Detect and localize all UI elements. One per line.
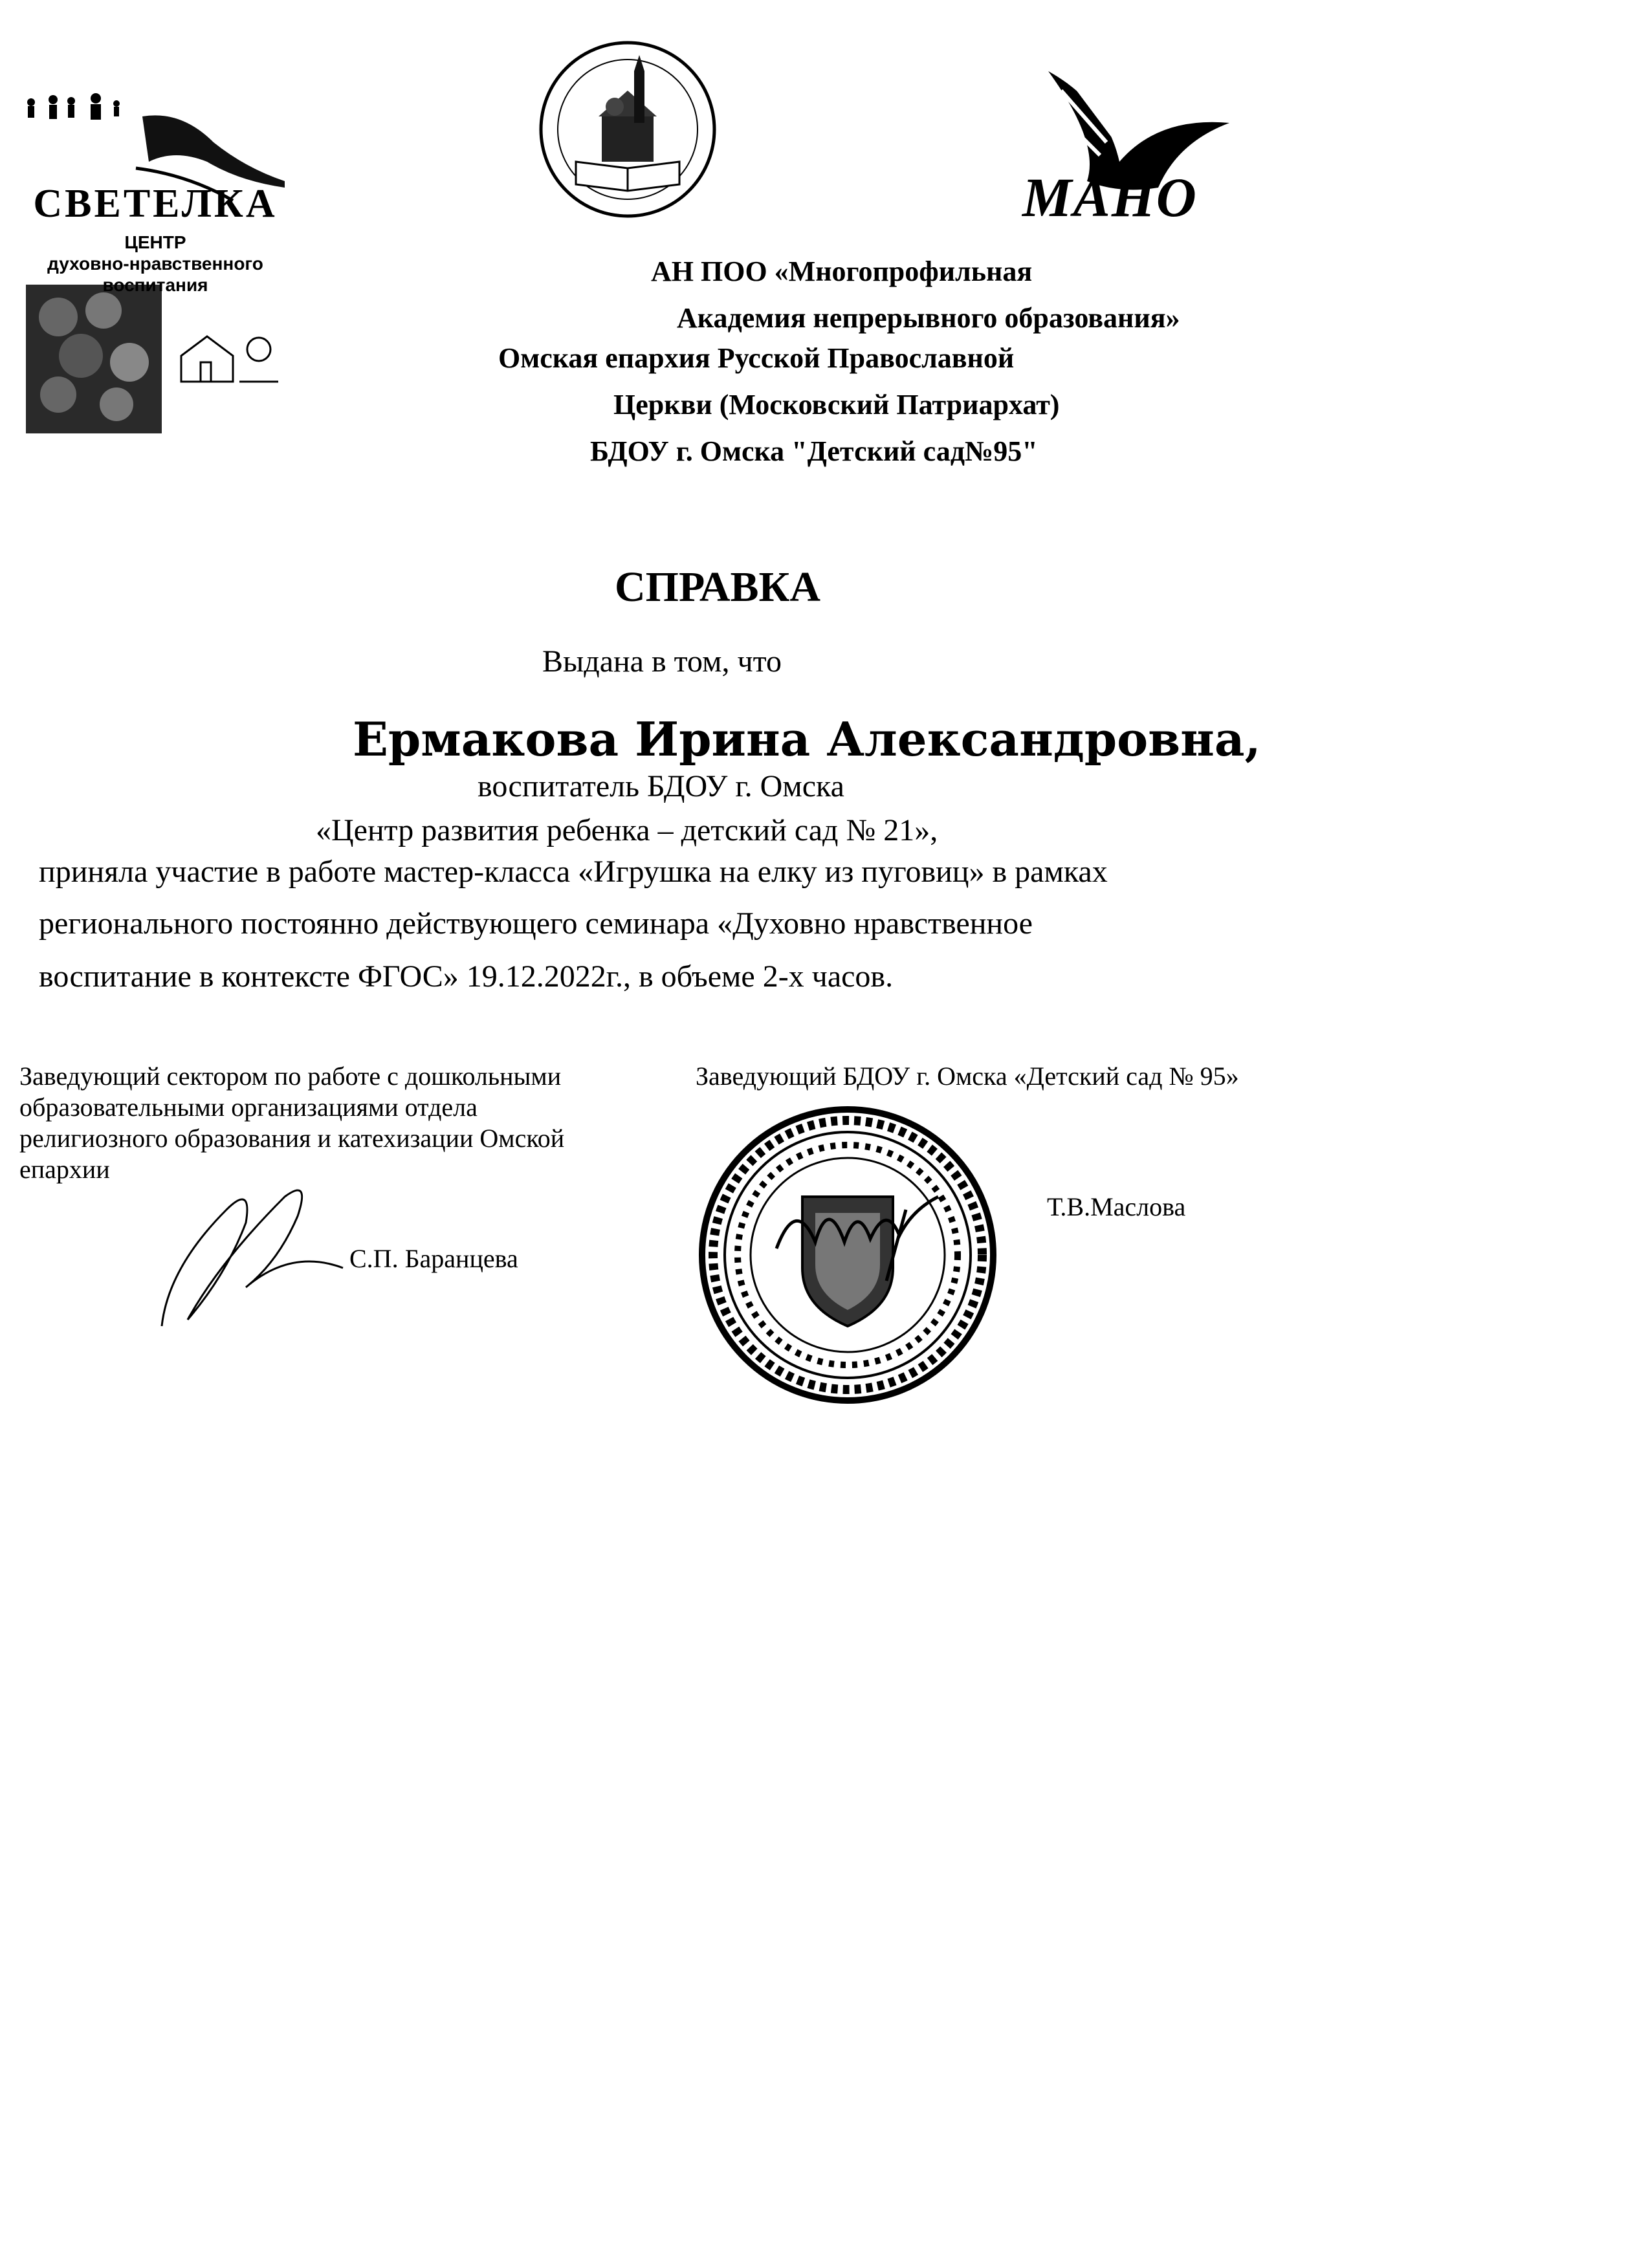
person-position: воспитатель БДОУ г. Омска (478, 769, 844, 803)
person-name: Ермакова Ирина Александровна, (353, 712, 1261, 767)
right-signatory-role: Заведующий БДОУ г. Омска «Детский сад № 95» (696, 1062, 1239, 1091)
org-line-2: Академия непрерывного образования» (677, 302, 1180, 334)
left-role-line: образовательными организациями отдела (19, 1093, 478, 1122)
left-role-line: религиозного образования и катехизации Омской (19, 1124, 565, 1153)
svetelka-subtitle-line: ЦЕНТР (124, 232, 186, 252)
left-role-line: епархии (19, 1155, 110, 1184)
svetelka-subtitle-line: духовно-нравственного (47, 254, 263, 274)
body-line: регионального постоянно действующего семинара «Духовно нравственное (39, 906, 1033, 941)
left-signatory-name: С.П. Баранцева (349, 1244, 518, 1273)
org-line-4: Церкви (Московский Патриархат) (613, 389, 1060, 420)
right-signatory-name: Т.В.Маслова (1047, 1192, 1186, 1221)
issued-text: Выдана в том, что (542, 644, 782, 679)
left-handwritten-signature (149, 1171, 362, 1339)
svetelka-logo-word: СВЕТЕЛКА (33, 182, 278, 226)
left-role-line: Заведующий сектором по работе с дошкольными (19, 1062, 562, 1091)
mano-logo-word: МАНО (1022, 166, 1198, 228)
body-line: приняла участие в работе мастер-класса «Игрушка на елку из пуговиц» в рамках (39, 855, 1108, 889)
org-line-3: Омская епархия Русской Православной (498, 342, 1015, 374)
document-title: СПРАВКА (615, 563, 821, 611)
org-line-1: АН ПОО «Многопрофильная (651, 256, 1033, 287)
svetelka-subtitle-line: воспитания (102, 275, 208, 295)
org-line-5: БДОУ г. Омска "Детский сад№95" (590, 435, 1038, 467)
person-organization: «Центр развития ребенка – детский сад № 21», (316, 813, 938, 847)
left-signatory-role (19, 1061, 564, 1185)
official-stamp (692, 1100, 1003, 1410)
eparchy-seal-logo (537, 39, 718, 220)
body-line: воспитание в контексте ФГОС» 19.12.2022г., в объеме 2-х часов. (39, 959, 894, 994)
stamp-icon (692, 1100, 1003, 1410)
svetelka-logo-subtitle (26, 232, 285, 296)
church-icon (537, 39, 718, 220)
